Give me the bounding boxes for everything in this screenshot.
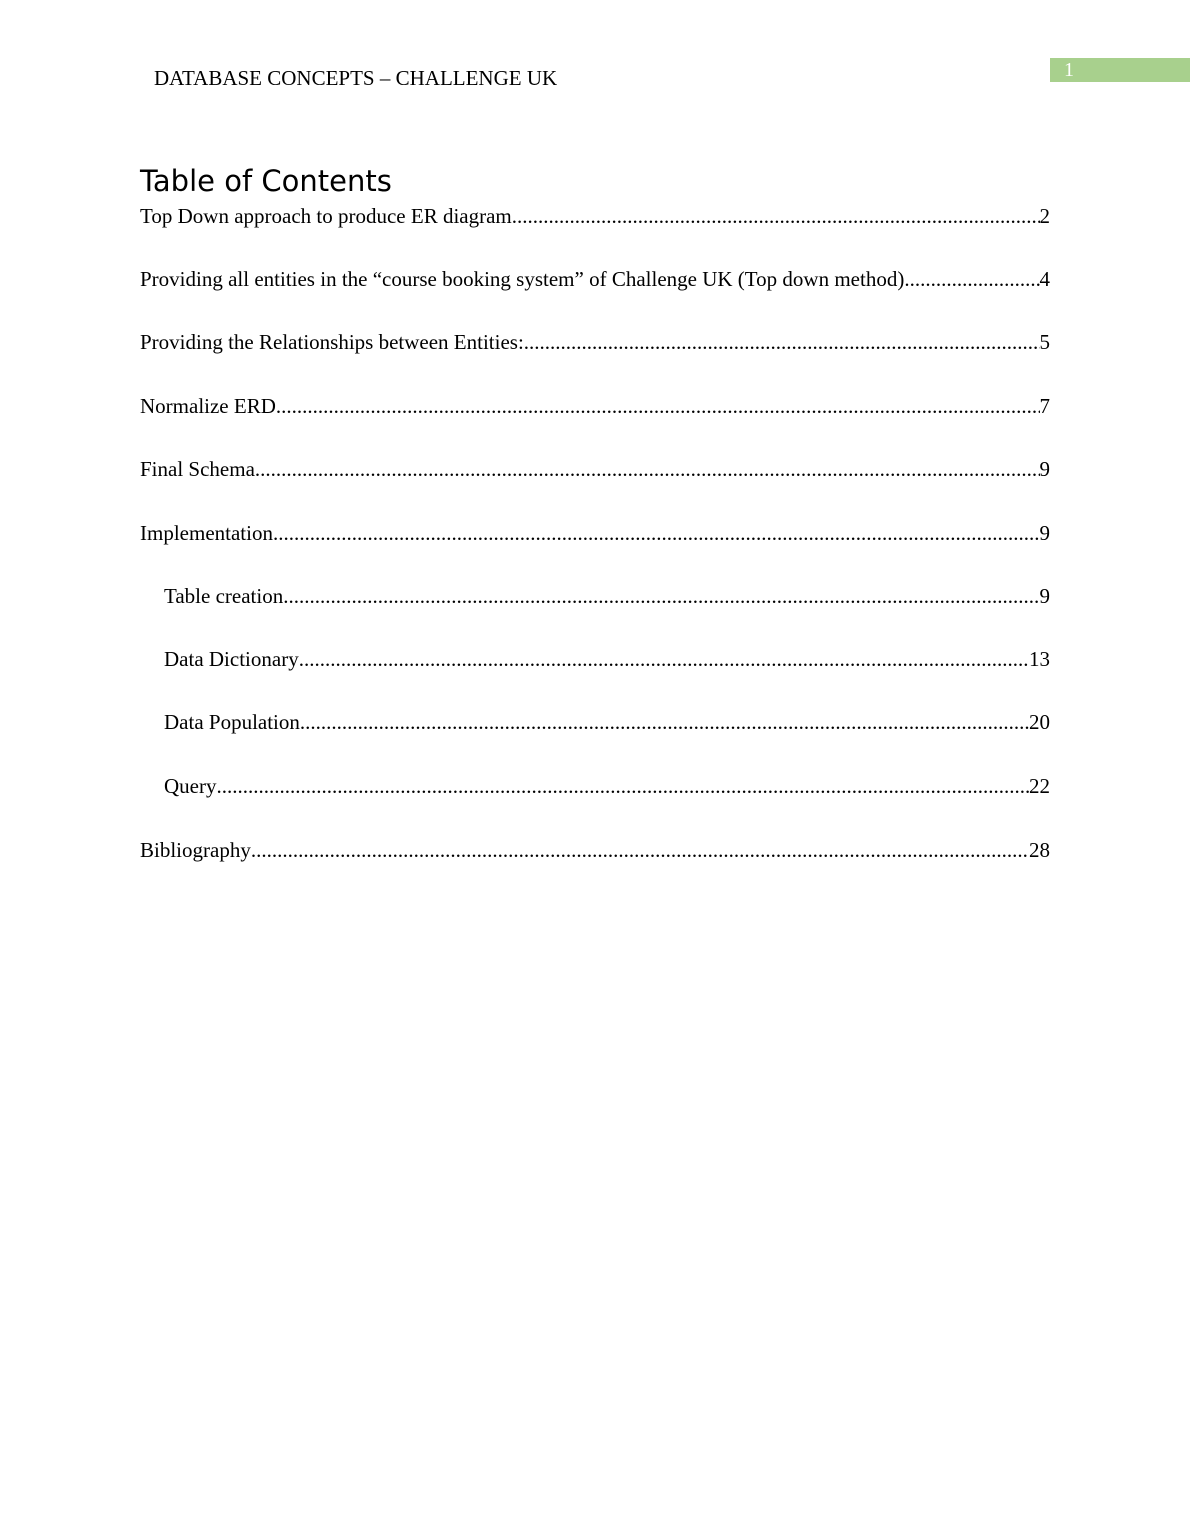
toc-entry-final-schema[interactable]	[140, 455, 1050, 483]
toc-entry-page: 20	[1029, 710, 1050, 734]
toc-entry-label: Data Dictionary	[164, 647, 299, 671]
toc-entry-label: Data Population	[164, 710, 300, 734]
toc-dot-leader	[276, 392, 1040, 420]
toc-entry-label: Query	[164, 774, 217, 798]
toc-entry-normalize-erd[interactable]	[140, 392, 1050, 420]
toc-entry-label: Providing all entities in the “course booking system” of Challenge UK (Top down method)	[140, 267, 905, 291]
toc-entry-page: 2	[1039, 204, 1050, 228]
toc-entry-page: 4	[1039, 267, 1050, 291]
toc-entry-data-dictionary[interactable]	[164, 645, 1050, 673]
toc-entry-table-creation[interactable]	[164, 582, 1050, 610]
toc-dot-leader	[273, 519, 1040, 547]
toc-entry-label: Table creation	[164, 584, 284, 608]
toc-entry-bibliography[interactable]	[140, 836, 1050, 864]
toc-entry-label: Top Down approach to produce ER diagram	[140, 204, 512, 228]
toc-entry-implementation[interactable]	[140, 519, 1050, 547]
toc-entry-page: 9	[1039, 584, 1050, 608]
toc-entry-label: Providing the Relationships between Entities:	[140, 330, 524, 354]
page-number-badge	[1050, 58, 1190, 82]
toc-entry-query[interactable]	[164, 772, 1050, 800]
toc-entry-relationships[interactable]	[140, 328, 1050, 356]
toc-entry-page: 9	[1039, 457, 1050, 481]
toc-entry-page: 22	[1029, 774, 1050, 798]
toc-entry-page: 5	[1039, 330, 1050, 354]
toc-entry-data-population[interactable]	[164, 708, 1050, 736]
toc-entry-providing-entities[interactable]	[140, 265, 1050, 293]
toc-entry-top-down-approach[interactable]	[140, 202, 1050, 230]
toc-dot-leader	[255, 455, 1040, 483]
toc-entry-label: Implementation	[140, 521, 273, 545]
toc-dot-leader	[904, 265, 1039, 293]
toc-entry-page: 13	[1029, 647, 1050, 671]
running-header: DATABASE CONCEPTS – CHALLENGE UK	[154, 66, 558, 90]
toc-entry-label: Final Schema	[140, 457, 255, 481]
toc-dot-leader	[251, 836, 1029, 864]
toc-entry-page: 7	[1039, 394, 1050, 418]
toc-dot-leader	[299, 645, 1029, 673]
toc-dot-leader	[300, 708, 1029, 736]
toc-dot-leader	[283, 582, 1039, 610]
toc-entry-page: 28	[1029, 838, 1050, 862]
page-number: 1	[1064, 59, 1074, 81]
toc-dot-leader	[512, 202, 1040, 230]
toc-dot-leader	[216, 772, 1029, 800]
toc-dot-leader	[524, 328, 1040, 356]
toc-entry-label: Normalize ERD	[140, 394, 276, 418]
toc-title: Table of Contents	[140, 164, 392, 198]
toc-entry-label: Bibliography	[140, 838, 251, 862]
toc-entry-page: 9	[1039, 521, 1050, 545]
